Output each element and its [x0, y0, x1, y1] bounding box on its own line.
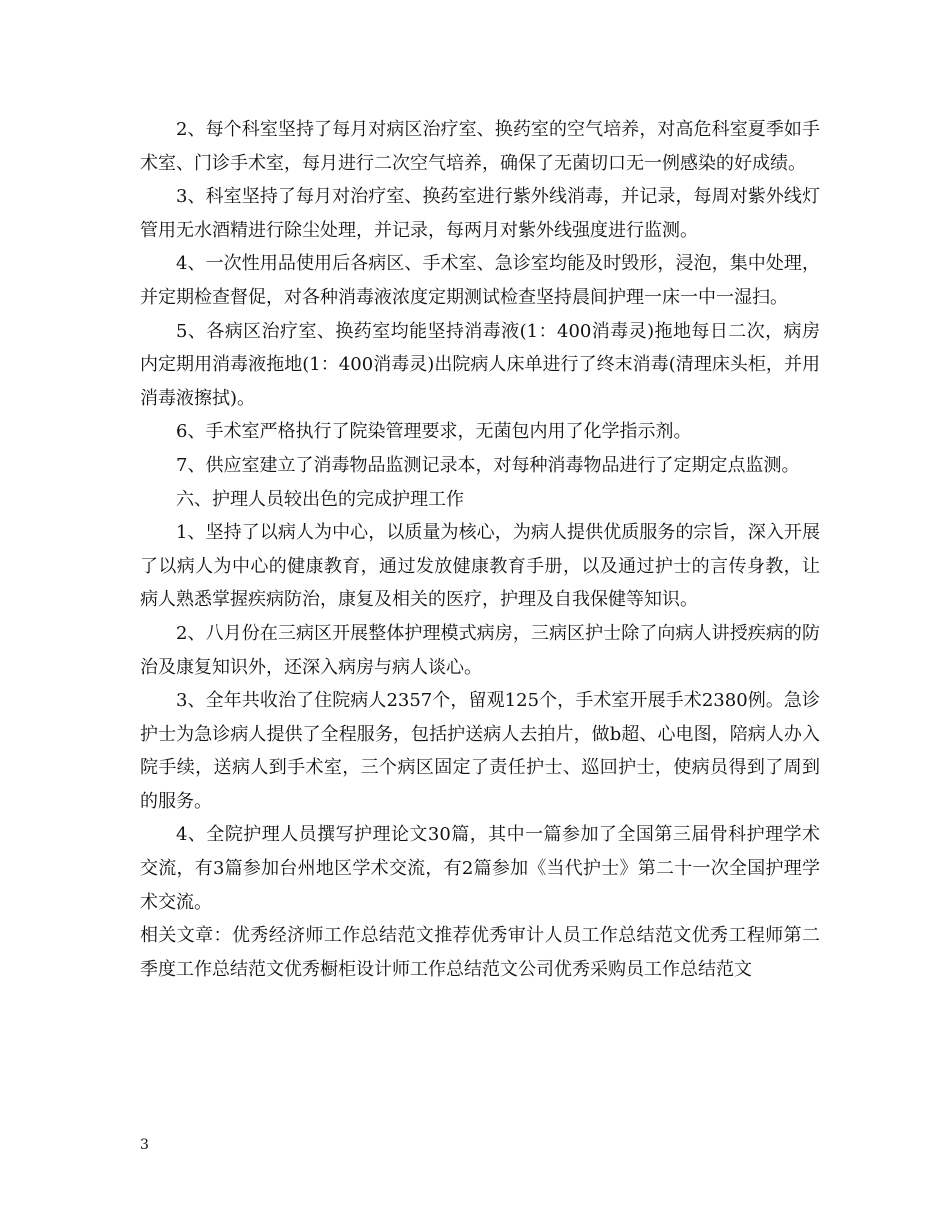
section-heading: 六、护理人员较出色的完成护理工作 [176, 488, 464, 510]
related-articles: 相关文章：优秀经济师工作总结范文推荐优秀审计人员工作总结范文优秀工程师第二季度工作总结范文优秀橱柜设计师工作总结范文公司优秀采购员工作总结范文 [140, 925, 820, 980]
paragraph: 7、供应室建立了消毒物品监测记录本，对每种消毒物品进行了定期定点监测。 [176, 454, 800, 476]
paragraph: 6、手术室严格执行了院染管理要求，无菌包内用了化学指示剂。 [176, 421, 692, 443]
document-body [140, 113, 820, 986]
paragraph: 4、全院护理人员撰写护理论文30篇，其中一篇参加了全国第三届骨科护理学术交流，有3篇参加台州地区学术交流，有2篇参加《当代护士》第二十一次全国护理学术交流。 [140, 824, 820, 913]
paragraph: 5、各病区治疗室、换药室均能坚持消毒液(1：400消毒灵)拖地每日二次，病房内定期用消毒液拖地(1：400消毒灵)出院病人床单进行了终末消毒(清理床头柜，并用消毒液擦拭)。 [140, 320, 820, 409]
paragraph: 3、全年共收治了住院病人2357个，留观125个，手术室开展手术2380例。急诊护士为急诊病人提供了全程服务，包括护送病人去拍片，做b超、心电图，陪病人办入院手续，送病人到手术室，三个病区固定了责任护士、巡回护士，使病员得到了周到的服务。 [140, 690, 820, 812]
paragraph: 2、每个科室坚持了每月对病区治疗室、换药室的空气培养，对高危科室夏季如手术室、门诊手术室，每月进行二次空气培养，确保了无菌切口无一例感染的好成绩。 [140, 119, 820, 174]
paragraph: 4、一次性用品使用后各病区、手术室、急诊室均能及时毁形，浸泡，集中处理，并定期检查督促，对各种消毒液浓度定期测试检查坚持晨间护理一床一中一湿扫。 [140, 253, 820, 308]
paragraph: 2、八月份在三病区开展整体护理模式病房，三病区护士除了向病人讲授疾病的防治及康复知识外，还深入病房与病人谈心。 [140, 622, 820, 678]
paragraph: 3、科室坚持了每月对治疗室、换药室进行紫外线消毒，并记录，每周对紫外线灯管用无水酒精进行除尘处理，并记录，每两月对紫外线强度进行监测。 [140, 186, 820, 241]
page-number: 3 [140, 1137, 149, 1153]
paragraph: 1、坚持了以病人为中心，以质量为核心，为病人提供优质服务的宗旨，深入开展了以病人为中心的健康教育，通过发放健康教育手册，以及通过护士的言传身教，让病人熟悉掌握疾病防治，康复及相关的医疗，护理及自我保健等知识。 [140, 522, 820, 611]
